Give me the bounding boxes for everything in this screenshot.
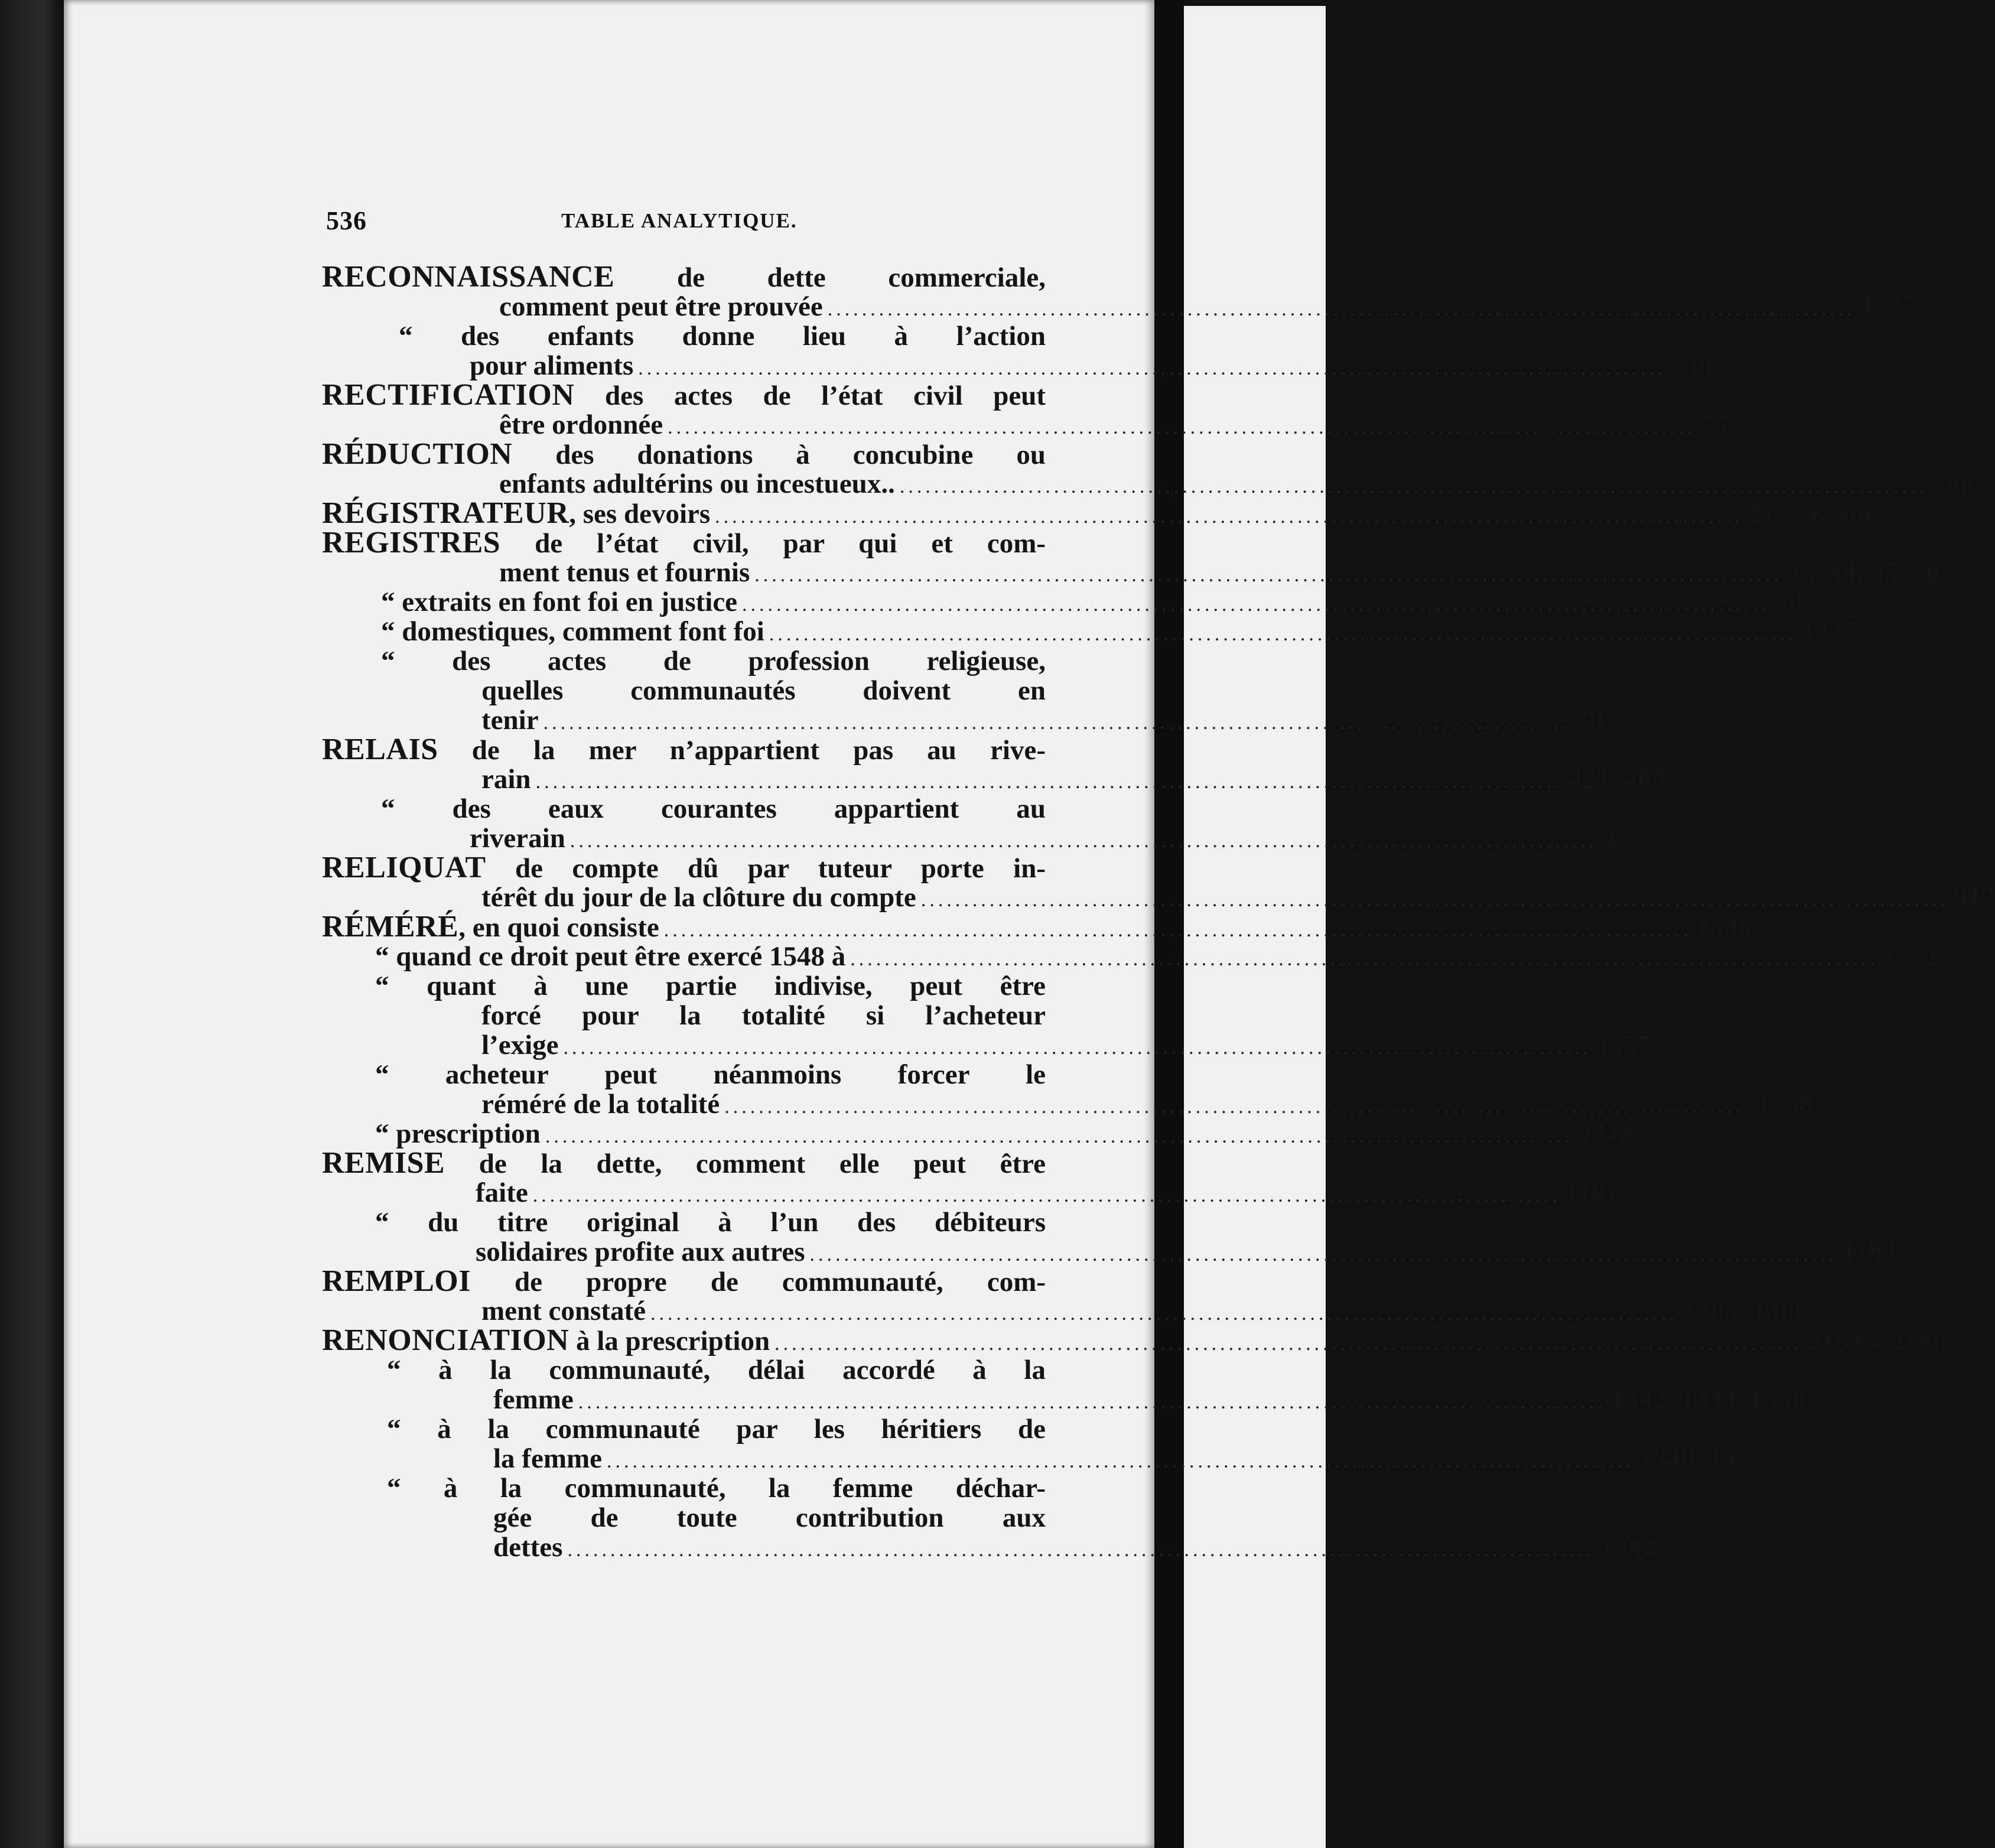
index-line bbox=[322, 1237, 1896, 1267]
index-line bbox=[322, 1001, 1046, 1030]
index-line-text bbox=[470, 824, 565, 853]
index-line bbox=[322, 409, 1729, 440]
index-line-text bbox=[481, 883, 916, 912]
dot-leader: ........................................................................................................................ bbox=[638, 357, 1667, 379]
article-reference: 1183 bbox=[1842, 1237, 1896, 1267]
index-description: de la dette, comment elle peut être bbox=[445, 1149, 1046, 1179]
index-line bbox=[322, 1532, 1656, 1563]
dot-leader: ........................................................................................................................ bbox=[769, 623, 1797, 645]
dot-leader: ........................................................................................................................ bbox=[535, 771, 1564, 793]
index-description: pour aliments bbox=[470, 350, 634, 381]
index-headword: RECTIFICATION bbox=[322, 378, 575, 412]
index-line-text bbox=[476, 1178, 528, 1208]
article-reference: 1555 bbox=[1596, 1030, 1652, 1060]
dot-leader: ........................................................................................................................ bbox=[899, 476, 1928, 497]
index-line-text bbox=[322, 528, 1046, 558]
dot-leader: ........................................................................................................................ bbox=[668, 417, 1696, 438]
index-line-text bbox=[399, 321, 1046, 351]
index-line bbox=[322, 1443, 1765, 1474]
article-reference: 1235 bbox=[1860, 291, 1916, 322]
index-description: “ prescription bbox=[375, 1118, 541, 1149]
index-line bbox=[322, 1414, 1046, 1444]
index-description: la femme bbox=[493, 1443, 602, 1474]
index-description: dettes bbox=[493, 1532, 563, 1563]
index-line-text bbox=[481, 1030, 559, 1060]
index-description: “ des actes de profession religieuse, bbox=[381, 646, 1046, 676]
index-line bbox=[322, 853, 1046, 883]
index-description: térêt du jour de la clôture du compte bbox=[481, 882, 916, 913]
index-line-text bbox=[322, 912, 659, 942]
index-line-text bbox=[499, 469, 895, 499]
index-headword: RECONNAISSANCE bbox=[322, 260, 615, 294]
index-line-text bbox=[387, 1473, 1046, 1503]
index-line bbox=[322, 910, 1752, 943]
index-headword: REMISE bbox=[322, 1146, 445, 1180]
index-line bbox=[322, 646, 1046, 676]
index-line-text bbox=[493, 1533, 562, 1562]
index-description: de dette commerciale, bbox=[614, 262, 1046, 293]
index-line bbox=[322, 1146, 1046, 1180]
index-line bbox=[322, 1208, 1046, 1237]
index-description: tenir bbox=[481, 705, 539, 736]
index-line bbox=[322, 1089, 1813, 1120]
dot-leader: ........................................................................................................................ bbox=[827, 298, 1856, 320]
index-line bbox=[322, 496, 1892, 530]
article-reference: 313 bbox=[1953, 882, 1995, 913]
index-description: ment tenus et fournis bbox=[499, 557, 750, 588]
index-description: forcé pour la totalité si l’acheteur bbox=[481, 1000, 1046, 1031]
index-line bbox=[322, 262, 1046, 292]
index-headword: RÉMÉRÉ bbox=[322, 910, 459, 943]
index-description: “ extraits en font foi en justice bbox=[381, 587, 738, 617]
index-line bbox=[322, 291, 1916, 322]
article-reference: 2177 et suiv. bbox=[1747, 499, 1892, 529]
page-header bbox=[326, 206, 1038, 241]
index-line bbox=[322, 1030, 1652, 1060]
index-line bbox=[322, 1118, 1633, 1149]
index-line bbox=[322, 1384, 1805, 1415]
article-reference: 1546 bbox=[1696, 912, 1752, 943]
index-line-text bbox=[322, 1323, 770, 1357]
index-description: solidaires profite aux autres bbox=[476, 1237, 805, 1267]
index-description: de propre de communauté, com- bbox=[470, 1267, 1046, 1297]
article-reference: 1552 bbox=[1883, 941, 1939, 972]
index-description: rain bbox=[481, 764, 531, 795]
index-line-text bbox=[499, 292, 823, 321]
running-title: TABLE ANALYTIQUE. bbox=[561, 209, 798, 232]
index-description: de la mer n’appartient pas au rive- bbox=[438, 735, 1046, 766]
index-line-text bbox=[481, 1089, 720, 1119]
index-description: “ domestiques, comment font foi bbox=[381, 616, 764, 647]
index-description: ment constaté bbox=[481, 1296, 646, 1326]
index-headword: REGISTRES bbox=[322, 526, 501, 559]
index-description: , ses devoirs bbox=[569, 499, 711, 529]
index-line-text bbox=[493, 1503, 1046, 1533]
article-reference: 768 bbox=[1932, 468, 1974, 499]
dot-leader: ........................................................................................................................ bbox=[569, 830, 1598, 852]
index-line bbox=[322, 971, 1046, 1001]
index-description: comment peut être prouvée bbox=[499, 291, 823, 322]
index-line-text bbox=[381, 617, 764, 646]
index-description: femme bbox=[493, 1384, 574, 1415]
dot-leader: ........................................................................................................................ bbox=[715, 506, 1743, 528]
article-reference: 2184 à 2186 bbox=[1807, 1326, 1947, 1356]
dot-leader: ........................................................................................................................ bbox=[578, 1391, 1606, 1413]
index-line-text bbox=[481, 1296, 646, 1326]
index-line-text bbox=[481, 676, 1046, 705]
dot-leader: ........................................................................................................................ bbox=[850, 948, 1879, 970]
dot-leader: ........................................................................................................................ bbox=[606, 1450, 1635, 1472]
index-line bbox=[322, 616, 1857, 647]
index-description: de compte dû par tuteur porte in- bbox=[486, 853, 1046, 884]
index-line-text bbox=[375, 971, 1046, 1001]
article-reference: 75 bbox=[1700, 409, 1729, 440]
article-reference: 1382 bbox=[1600, 1532, 1656, 1563]
article-reference: 240 bbox=[1671, 350, 1713, 381]
index-description: l’exige bbox=[481, 1030, 559, 1060]
index-line bbox=[322, 321, 1046, 351]
index-line-text bbox=[375, 1208, 1046, 1237]
index-description: “ quant à une partie indivise, peut être bbox=[375, 971, 1046, 1001]
index-line-text bbox=[493, 1444, 602, 1473]
article-reference: 1305, 1306 bbox=[1683, 1296, 1808, 1326]
index-description: enfants adultérins ou incestueux.. bbox=[499, 468, 895, 499]
index-line bbox=[322, 350, 1713, 381]
article-reference: 2248 bbox=[1577, 1118, 1633, 1149]
index-description: gée de toute contribution aux bbox=[493, 1502, 1046, 1533]
index-description: , en quoi consiste bbox=[458, 912, 659, 943]
index-line-text bbox=[322, 380, 1046, 411]
index-line bbox=[322, 1264, 1046, 1298]
dot-leader: ........................................................................................................................ bbox=[532, 1185, 1561, 1206]
index-line bbox=[322, 1473, 1046, 1503]
index-line-text bbox=[387, 1355, 1046, 1385]
index-line bbox=[322, 882, 1995, 913]
index-headword: RELAIS bbox=[322, 733, 438, 766]
index-line bbox=[322, 941, 1939, 972]
index-line bbox=[322, 705, 1604, 736]
index-line-text bbox=[375, 1119, 541, 1149]
index-line-text bbox=[375, 942, 845, 971]
dot-leader: ........................................................................................................................ bbox=[774, 1333, 1803, 1355]
dot-leader: ........................................................................................................................ bbox=[545, 1125, 1573, 1147]
page-number: 536 bbox=[326, 206, 367, 235]
index-line bbox=[322, 676, 1046, 705]
index-description: des donations à concubine ou bbox=[512, 440, 1046, 470]
index-headword: RELIQUAT bbox=[322, 851, 486, 884]
article-reference: 70 bbox=[1576, 705, 1604, 736]
index-line bbox=[322, 528, 1046, 558]
index-line bbox=[322, 587, 1803, 617]
index-line bbox=[322, 735, 1046, 764]
index-description: “ à la communauté par les héritiers de bbox=[387, 1414, 1046, 1444]
dot-leader: ........................................................................................................................ bbox=[742, 594, 1771, 616]
article-reference: 421 bbox=[1602, 823, 1645, 854]
index-line-text bbox=[322, 1264, 1046, 1298]
dot-leader: ........................................................................................................................ bbox=[567, 1539, 1596, 1561]
index-description: “ des enfants donne lieu à l’action bbox=[399, 321, 1046, 352]
index-description: être ordonnée bbox=[499, 409, 663, 440]
index-line bbox=[322, 468, 1974, 499]
index-line bbox=[322, 1177, 1620, 1208]
index-headword: REMPLOI bbox=[322, 1264, 471, 1298]
index-headword: RENONCIATION bbox=[322, 1323, 569, 1357]
dot-leader: ........................................................................................................................ bbox=[809, 1244, 1838, 1265]
dot-leader: ........................................................................................................................ bbox=[563, 1037, 1592, 1059]
index-line bbox=[322, 1355, 1046, 1385]
article-reference: 1349, 1353 bbox=[1639, 1443, 1765, 1474]
article-reference: 421, 400 bbox=[1568, 764, 1666, 795]
article-reference: 1558 bbox=[1757, 1089, 1813, 1120]
dot-leader: ........................................................................................................................ bbox=[724, 1096, 1753, 1118]
index-line bbox=[322, 794, 1046, 824]
index-description: à la prescription bbox=[569, 1326, 770, 1356]
index-description: réméré de la totalité bbox=[481, 1089, 720, 1120]
index-line-text bbox=[375, 1060, 1046, 1089]
index-description: “ acheteur peut néanmoins forcer le bbox=[375, 1059, 1046, 1090]
index-line bbox=[322, 823, 1645, 854]
index-line bbox=[322, 1503, 1046, 1533]
index-line bbox=[322, 1323, 1947, 1357]
index-line-text bbox=[499, 410, 663, 440]
index-line-text bbox=[381, 794, 1046, 824]
index-line bbox=[322, 437, 1046, 471]
dot-leader: ........................................................................................................................ bbox=[754, 564, 1783, 586]
index-line-text bbox=[493, 1385, 574, 1414]
dot-leader: ........................................................................................................................ bbox=[920, 889, 1949, 911]
book-left-edge bbox=[0, 0, 64, 1848]
index-line-text bbox=[381, 646, 1046, 676]
article-reference: 1342, 1343, 1350 bbox=[1610, 1384, 1805, 1415]
dot-leader: ........................................................................................................................ bbox=[650, 1303, 1679, 1325]
index-line-text bbox=[481, 1001, 1046, 1030]
index-line-text bbox=[322, 262, 1046, 292]
index-description: des actes de l’état civil peut bbox=[574, 380, 1046, 411]
article-reference: 1227 bbox=[1801, 616, 1857, 647]
index-line-text bbox=[499, 558, 750, 587]
index-description: faite bbox=[476, 1177, 528, 1208]
index-line-text bbox=[322, 496, 711, 530]
article-reference: 1181 bbox=[1565, 1177, 1620, 1208]
index-line-text bbox=[322, 437, 1046, 471]
article-reference: 43, 44, 45, 50 bbox=[1787, 557, 1940, 588]
index-description: “ à la communauté, la femme déchar- bbox=[387, 1473, 1046, 1504]
dot-leader: ........................................................................................................................ bbox=[543, 712, 1571, 734]
index-line-text bbox=[481, 705, 539, 735]
index-line bbox=[322, 764, 1666, 795]
article-reference: 50 bbox=[1775, 587, 1803, 617]
index-line-text bbox=[476, 1237, 805, 1267]
index-line-text bbox=[387, 1414, 1046, 1444]
index-line-text bbox=[381, 587, 737, 617]
index-line-text bbox=[322, 853, 1046, 883]
index-description: “ du titre original à l’un des débiteurs bbox=[375, 1207, 1046, 1238]
index-description: “ des eaux courantes appartient au bbox=[381, 793, 1046, 824]
index-description: “ à la communauté, délai accordé à la bbox=[387, 1355, 1046, 1385]
index-line bbox=[322, 380, 1046, 410]
index-line bbox=[322, 1296, 1808, 1326]
index-entries bbox=[322, 260, 1995, 1563]
index-headword: RÉDUCTION bbox=[322, 437, 513, 471]
index-description: de l’état civil, par qui et com- bbox=[500, 528, 1046, 559]
index-line bbox=[322, 557, 1940, 588]
index-description: quelles communautés doivent en bbox=[481, 675, 1046, 706]
index-line-text bbox=[322, 735, 1046, 765]
index-line-text bbox=[322, 1146, 1046, 1180]
dot-leader: ........................................................................................................................ bbox=[663, 919, 1692, 941]
index-description: riverain bbox=[470, 823, 565, 854]
index-line-text bbox=[470, 351, 633, 380]
index-line bbox=[322, 1060, 1046, 1089]
index-description: “ quand ce droit peut être exercé 1548 à bbox=[375, 941, 846, 972]
index-headword: RÉGISTRATEUR bbox=[322, 496, 569, 530]
index-line-text bbox=[481, 764, 531, 794]
